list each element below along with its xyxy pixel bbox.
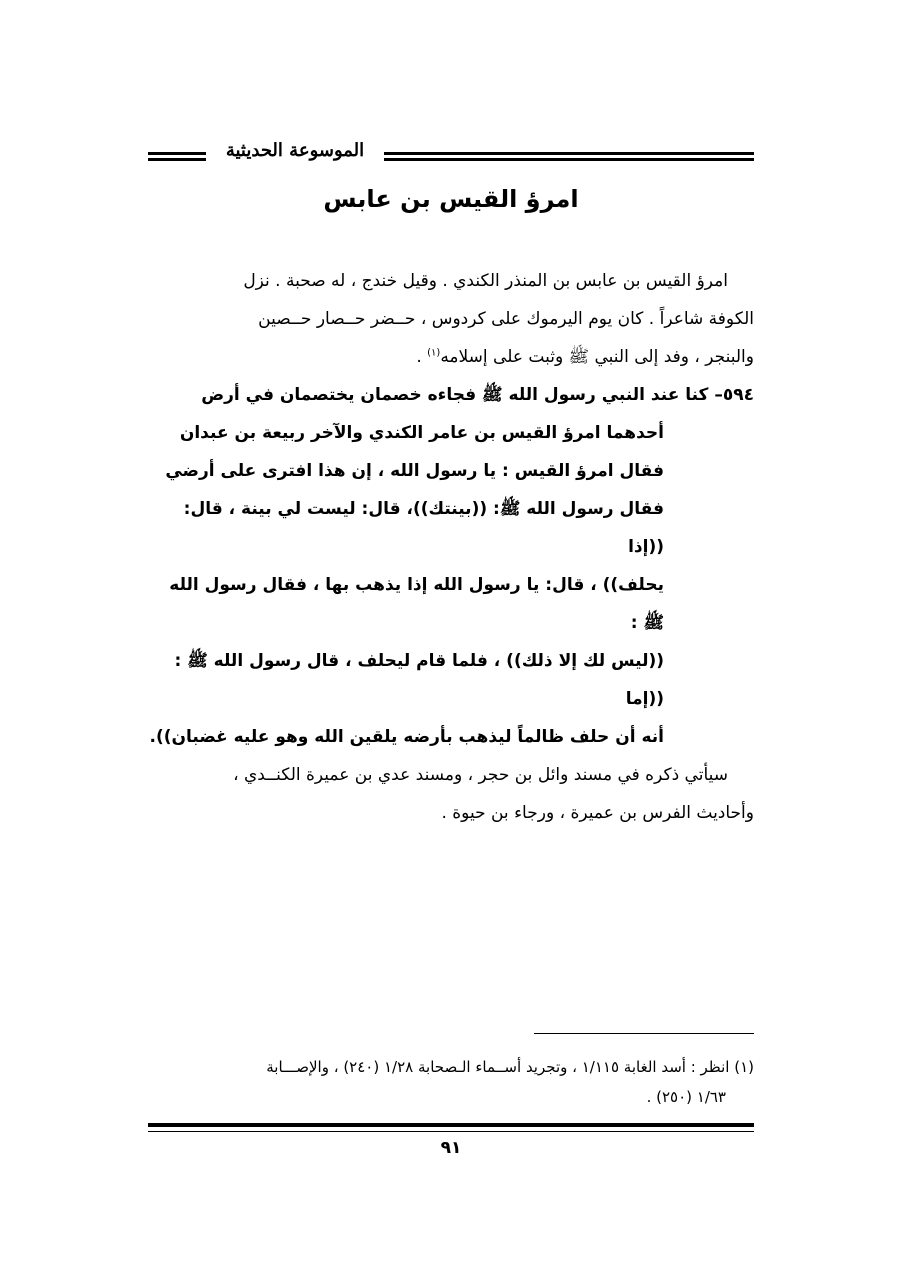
- intro-line: والبنجر ، وفد إلى النبي ﷺ وثبت على إسلامه$^{(١)}$ .: [416, 347, 754, 367]
- entry-title: امرؤ القيس بن عابس: [323, 185, 579, 213]
- hadith-line: يحلف)) ، قال: يا رسول الله إذا يذهب بها ، فقال رسول الله ﷺ :: [169, 575, 664, 633]
- footnote-line: ١/٦٣ (٢٥٠) .: [646, 1088, 726, 1106]
- entry-body: [148, 262, 754, 832]
- hadith-line: أنه أن حلف ظالماً ليذهب بأرضه يلقين الله وهو عليه غضبان)).: [149, 727, 664, 747]
- running-header-title: الموسوعة الحديثية: [225, 140, 365, 161]
- hadith-line: فقال امرؤ القيس : يا رسول الله ، إن هذا افترى على أرضي: [165, 461, 664, 481]
- closing-line: سيأتي ذكره في مسند وائل بن حجر ، ومسند عدي بن عميرة الكنــدي ،: [233, 765, 728, 785]
- footer-rule: [148, 1123, 754, 1132]
- intro-line: الكوفة شاعراً . كان يوم اليرموك على كردوس ، حــضر حــصار حــصين: [258, 309, 754, 329]
- footnote-ref: (١): [427, 347, 441, 359]
- closing-paragraph: [148, 756, 754, 832]
- hadith-line: ٥٩٤– كنا عند النبي رسول الله ﷺ فجاءه خصمان يختصمان في أرض: [201, 385, 754, 405]
- intro-paragraph: [148, 262, 754, 376]
- hadith-line: أحدهما امرؤ القيس بن عامر الكندي والآخر ربيعة بن عبدان: [179, 423, 664, 443]
- footnotes: [148, 1052, 754, 1112]
- closing-line: وأحاديث الفرس بن عميرة ، ورجاء بن حيوة .: [441, 803, 754, 823]
- hadith-594: [148, 376, 754, 756]
- hadith-line: ((ليس لك إلا ذلك)) ، فلما قام ليحلف ، قال رسول الله ﷺ : ((إما: [174, 651, 664, 709]
- running-header: [148, 140, 754, 172]
- page-number: ٩١: [440, 1138, 462, 1158]
- header-rule-short: [148, 152, 206, 164]
- footnote-line: (١) انظر : أسد الغابة ١/١١٥ ، وتجريد أســماء الـصحابة ١/٢٨ (٢٤٠) ، والإصـــابة: [266, 1058, 754, 1076]
- intro-line: امرؤ القيس بن عابس بن المنذر الكندي . وقيل خندج ، له صحبة . نزل: [243, 271, 728, 291]
- footnote-separator: [534, 1033, 754, 1034]
- hadith-line: فقال رسول الله ﷺ: ((بينتك))، قال: ليست لي بينة ، قال: ((إذا: [183, 499, 664, 557]
- header-rule-long: [384, 152, 754, 164]
